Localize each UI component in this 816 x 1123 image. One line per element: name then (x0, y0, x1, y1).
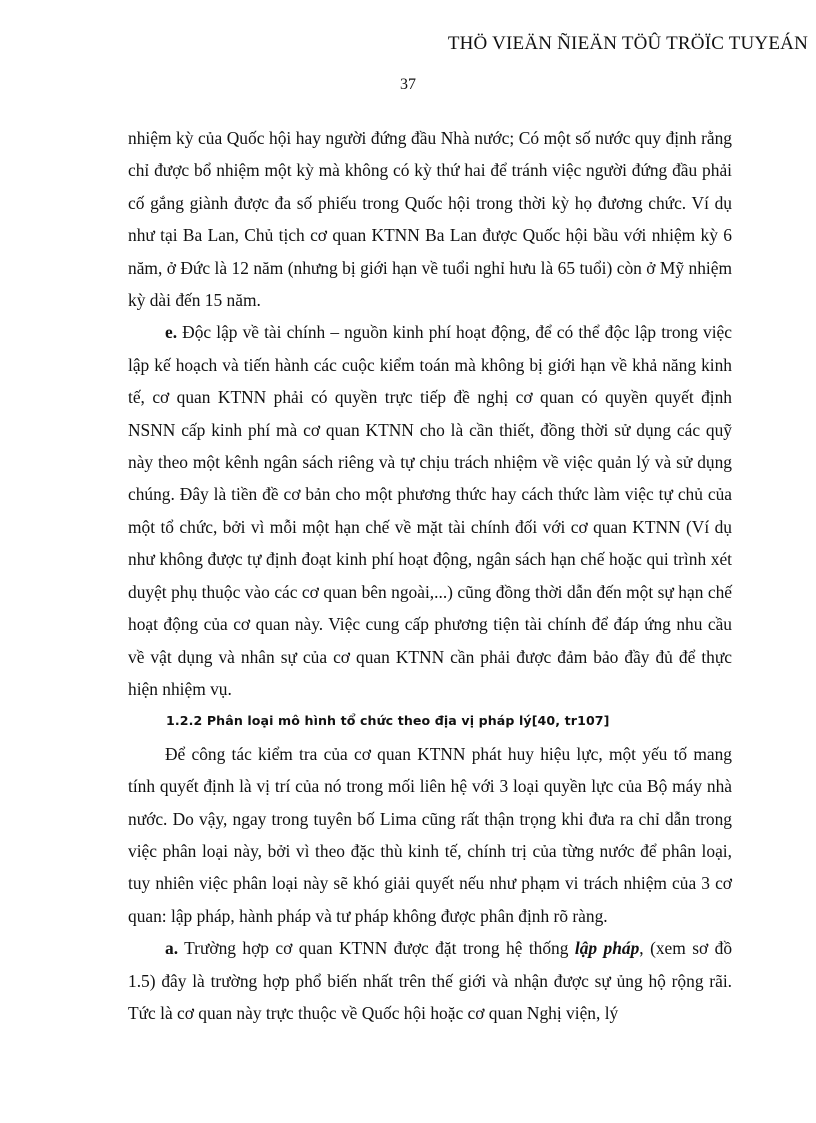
paragraph-classification: Để công tác kiểm tra của cơ quan KTNN phát huy hiệu lực, một yếu tố mang tính quyết định là vị trí của nó trong mối liên hệ với 3 loại quyền lực của Bộ máy nhà nước. Do vậy, ngay trong tuyên bố Lima cũng rất thận trọng khi đưa ra chỉ dẫn trong việc phân loại này, bởi vì theo đặc thù kinh tế, chính trị của từng nước để phân loại, tuy nhiên việc phân loại này sẽ khó giải quyết nếu như phạm vi trách nhiệm của 3 cơ quan: lập pháp, hành pháp và tư pháp không được phân định rõ ràng. (128, 743, 732, 926)
page-number: 37 (400, 76, 416, 93)
section-heading: 1.2.2 Phân loại mô hình tổ chức theo địa vị pháp lý[40, tr107] (166, 713, 610, 729)
item-marker-a: a. (165, 938, 179, 959)
paragraph-term-of-office: nhiệm kỳ của Quốc hội hay người đứng đầu Nhà nước; Có một số nước quy định rằng chỉ được bổ nhiệm một kỳ mà không có kỳ thứ hai để tránh việc người đứng đầu phải cố gắng giành được đa số phiếu trong Quốc hội trong thời kỳ họ đương chức. Ví dụ như tại Ba Lan, Chủ tịch cơ quan KTNN Ba Lan được Quốc hội bầu với nhiệm kỳ 6 năm, ở Đức là 12 năm (nhưng bị giới hạn về tuổi nghỉ hưu là 65 tuổi) còn ở Mỹ nhiệm kỳ dài đến 15 năm. (128, 128, 732, 311)
paragraph-legislative-text-2: , (xem sơ đồ 1.5) đây là trường hợp phổ biến nhất trên thế giới và nhận được sự ủng hộ rộng rãi. Tức là cơ quan này trực thuộc về Quốc hội hoặc cơ quan Nghị viện, lý (128, 938, 733, 1023)
page-header: THÖ VIEÄN ÑIEÄN TÖÛ TRÖÏC TUYEÁN (447, 33, 808, 54)
emphasis-legislative: lập pháp (574, 938, 640, 959)
paragraph-financial-independence (128, 316, 732, 705)
paragraph-legislative-text-1: Trường hợp cơ quan KTNN được đặt trong hệ thống (178, 938, 575, 959)
item-marker-e: e. (165, 322, 178, 343)
paragraph-financial-independence-text: Độc lập về tài chính – nguồn kinh phí hoạt động, để có thể độc lập trong việc lập kế hoạch và tiến hành các cuộc kiểm toán mà không bị giới hạn về khả năng kinh tế, cơ quan KTNN phải có quyền trực tiếp đề nghị cơ quan có quyền quyết định NSNN cấp kinh phí mà cơ quan KTNN cho là cần thiết, đồng thời sử dụng các quỹ này theo một kênh ngân sách riêng và tự chịu trách nhiệm về việc quản lý và sử dụng chúng. Đây là tiền đề cơ bản cho một phương thức hay cách thức làm việc tự chủ của một tổ chức, bởi vì mỗi một hạn chế về mặt tài chính đối với cơ quan KTNN (Ví dụ như không được tự định đoạt kinh phí hoạt động, ngân sách hạn chế hoặc qui trình xét duyệt phụ thuộc vào các cơ quan bên ngoài,...) cũng đồng thời dẫn đến một sự hạn chế hoạt động của cơ quan này. Việc cung cấp phương tiện tài chính để đáp ứng nhu cầu về vật dụng và nhân sự của cơ quan KTNN cần phải được đảm bảo đầy đủ để thực hiện nhiệm vụ. (128, 322, 732, 699)
document-body (128, 122, 732, 1029)
paragraph-legislative-case (128, 932, 732, 1029)
